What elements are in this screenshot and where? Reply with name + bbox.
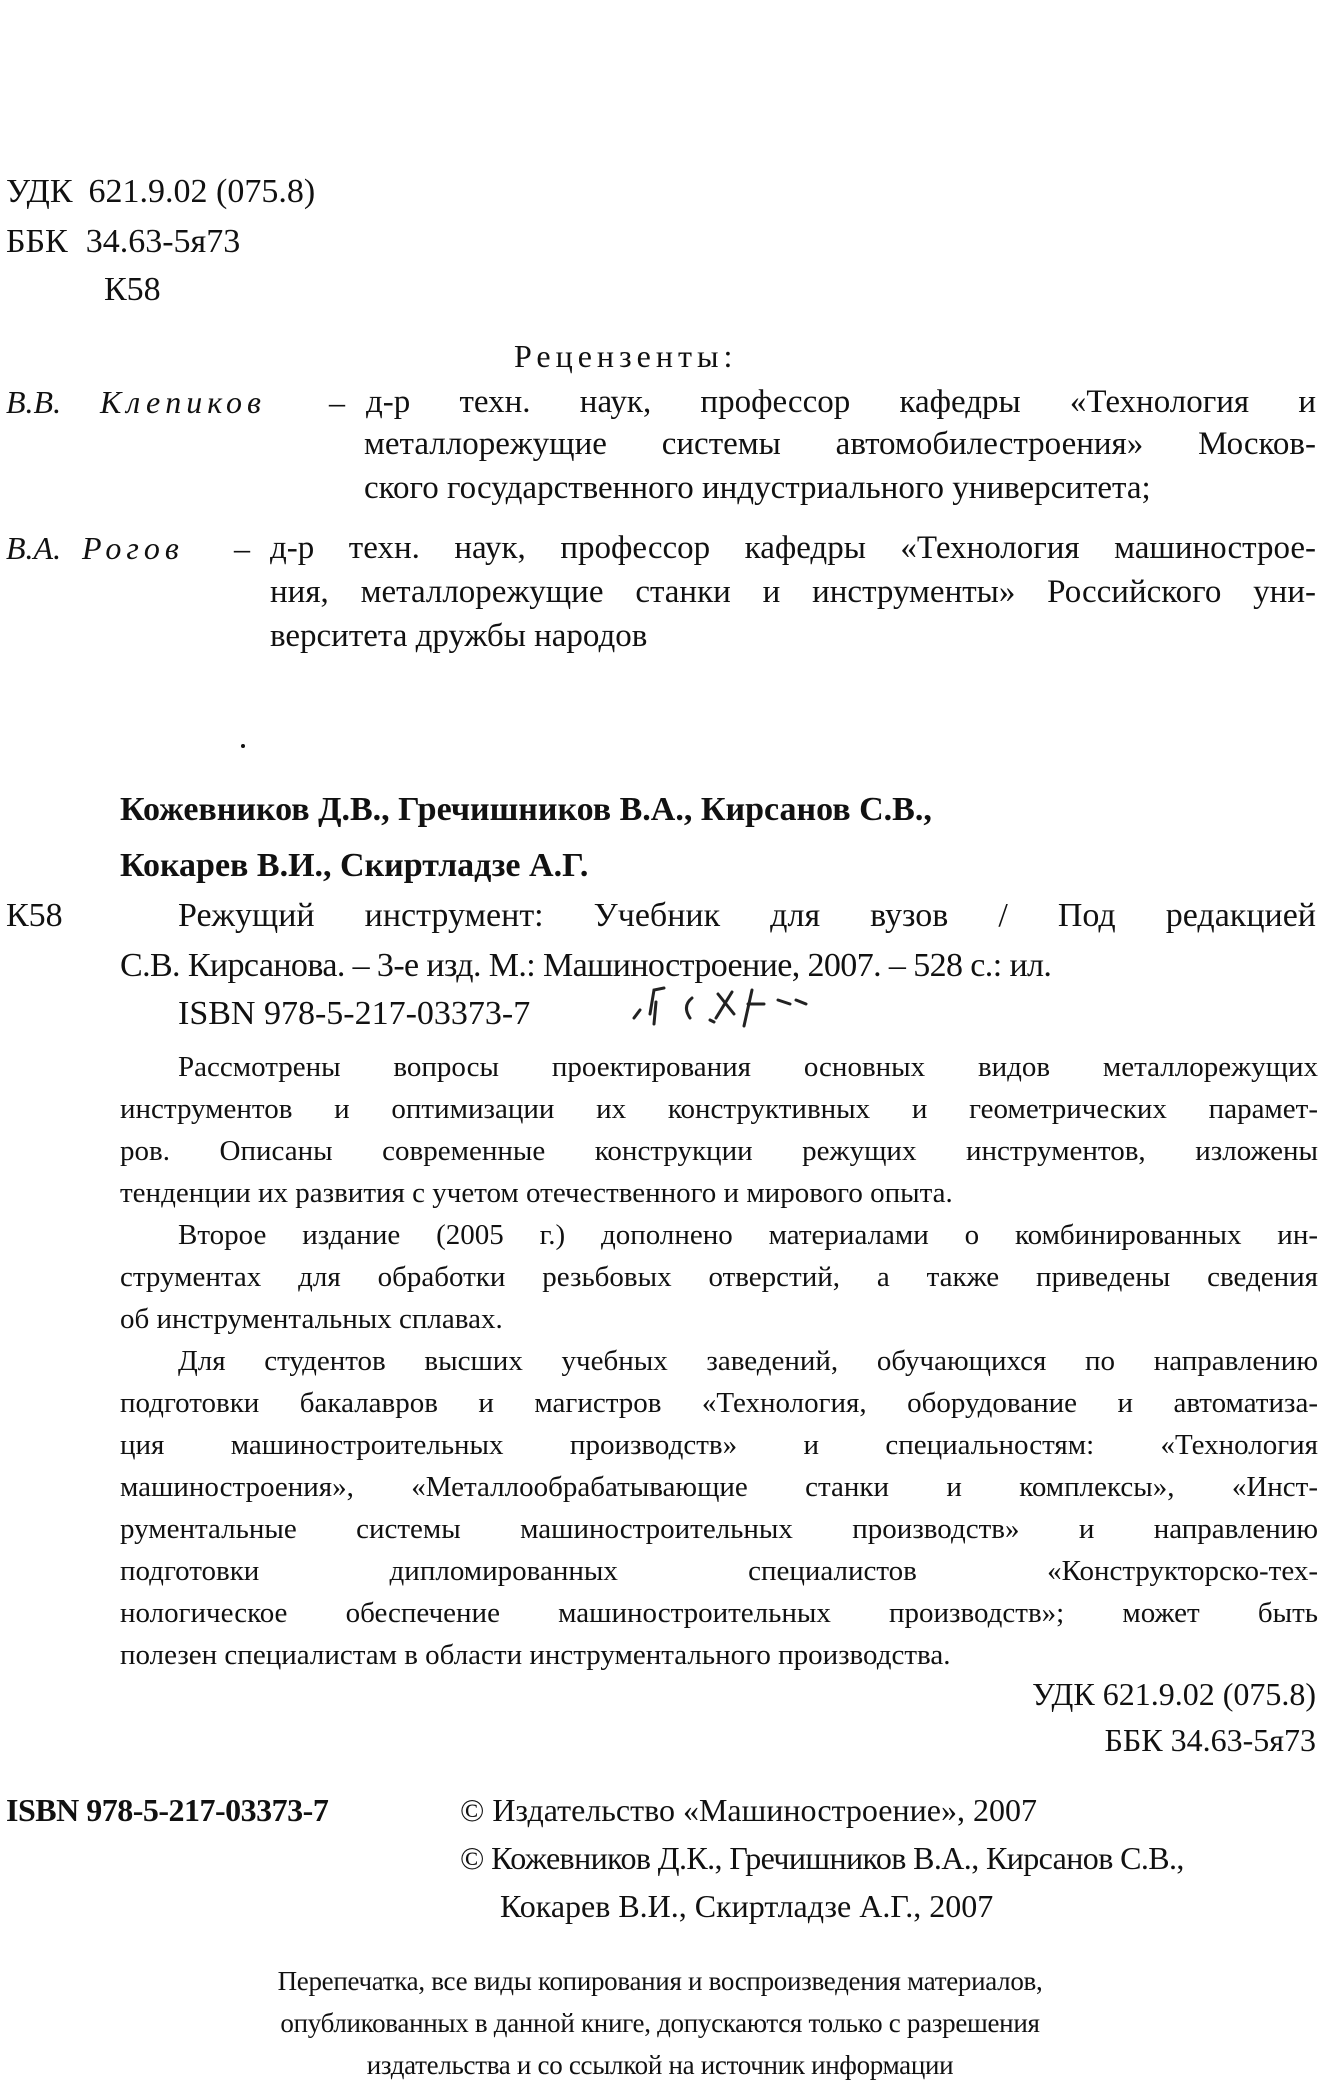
udk-line [6,172,315,212]
reprint-notice [120,1960,1200,2086]
catalog-isbn: ISBN 978-5-217-03373-7 [178,995,531,1032]
udk-label: УДК [6,173,73,210]
annotation-line: полезен специалистам в области инструментального производства. [120,1639,951,1671]
catalog-title-line1: Режущий инструмент: Учебник для вузов / Под редакцией [178,897,1316,934]
udk-value: 621.9.02 (075.8) [88,173,316,210]
stray-dot [241,744,245,748]
annotation-line: инструментов и оптимизации их конструктивных и геометрических парамет- [120,1093,1318,1125]
annotation-line: Второе издание (2005 г.) дополнено материалами о комбинированных ин- [178,1219,1318,1251]
annotation-line: рументальные системы машиностроительных производств» и направлению [120,1513,1318,1545]
reviewer-1-line: ского государственного индустриального университета; [364,470,1151,506]
reviewer-1-line: металлорежущие системы автомобилестроения» Москов- [364,426,1316,462]
annotation-line: ция машиностроительных производств» и специальностям: «Технология [120,1429,1318,1461]
reviewer-1-description-cont [364,424,1316,508]
copyright-isbn: ISBN 978-5-217-03373-7 [6,1792,329,1828]
copyright-publisher: © Издательство «Машиностроение», 2007 [460,1792,1037,1828]
notice-line: Перепечатка, все виды копирования и воспроизведения материалов, [277,1966,1043,1996]
annotation-paragraph-2 [120,1216,1318,1338]
reviewer-1-dash: – [329,384,345,420]
catalog-mark: К58 [6,897,63,934]
bottom-udk: УДК 621.9.02 (075.8) [1032,1676,1316,1712]
annotation-line: машиностроения», «Металлообрабатывающие станки и комплексы», «Инст- [120,1471,1318,1503]
reviewer-1-initials: В.В. [6,384,62,420]
annotation-line: ров. Описаны современные конструкции режущих инструментов, изложены [120,1135,1318,1167]
catalog-authors-line2: Кокарев В.И., Скиртладзе А.Г. [120,847,589,884]
annotation-paragraph-1 [120,1048,1318,1212]
bbk-label: ББК [6,223,68,260]
reviewer-2-initials: В.А. [6,530,62,566]
author-mark: К58 [104,271,161,308]
reviewer-2-surname: Рогов [82,530,184,566]
reviewer-2-line: д-р техн. наук, профессор кафедры «Технология машинострое- [270,530,1316,566]
handwritten-note [632,984,900,1030]
reviewer-1-surname: Клепиков [100,384,266,420]
annotation-line: об инструментальных сплавах. [120,1303,503,1335]
annotation-line: Рассмотрены вопросы проектирования основных видов металлорежущих [178,1051,1318,1083]
notice-line: издательства и со ссылкой на источник информации [366,2050,954,2080]
annotation-line: подготовки дипломированных специалистов «Конструкторско-тех- [120,1555,1318,1587]
bbk-value: 34.63-5я73 [85,223,241,260]
catalog-title-line2: С.В. Кирсанова. – 3-е изд. М.: Машиностроение, 2007. – 528 с.: ил. [120,947,1052,984]
reviewer-2-line: ния, металлорежущие станки и инструменты» Российского уни- [270,574,1316,610]
reviewers-heading: Рецензенты: [514,338,738,374]
reviewer-2-dash: – [234,530,250,566]
notice-line: опубликованных в данной книге, допускаются только с разрешения [280,2008,1040,2038]
copyright-authors-line2: Кокарев В.И., Скиртладзе А.Г., 2007 [500,1888,994,1924]
annotation-line: струментах для обработки резьбовых отверстий, а также приведены сведения [120,1261,1318,1293]
bottom-bbk: ББК 34.63-5я73 [1104,1722,1316,1758]
annotation-line: нологическое обеспечение машиностроительных производств»; может быть [120,1597,1318,1629]
reviewer-2-description [270,528,1316,568]
annotation-line: подготовки бакалавров и магистров «Технология, оборудование и автоматиза- [120,1387,1318,1419]
annotation-line: Для студентов высших учебных заведений, обучающихся по направлению [178,1345,1318,1377]
reviewer-2-line: верситета дружбы народов [270,618,648,654]
reviewer-1-line: д-р техн. наук, профессор кафедры «Технология и [366,384,1316,420]
annotation-line: тенденции их развития с учетом отечественного и мирового опыта. [120,1177,953,1209]
reviewer-1-description [366,382,1316,422]
copyright-authors-line1: © Кожевников Д.К., Гречишников В.А., Кирсанов С.В., [460,1840,1184,1876]
reviewer-2-description-cont [270,572,1316,656]
catalog-title [178,896,1316,936]
annotation-paragraph-3 [120,1342,1318,1674]
catalog-authors-line1: Кожевников Д.В., Гречишников В.А., Кирсанов С.В., [120,791,932,828]
bbk-line [6,222,240,262]
